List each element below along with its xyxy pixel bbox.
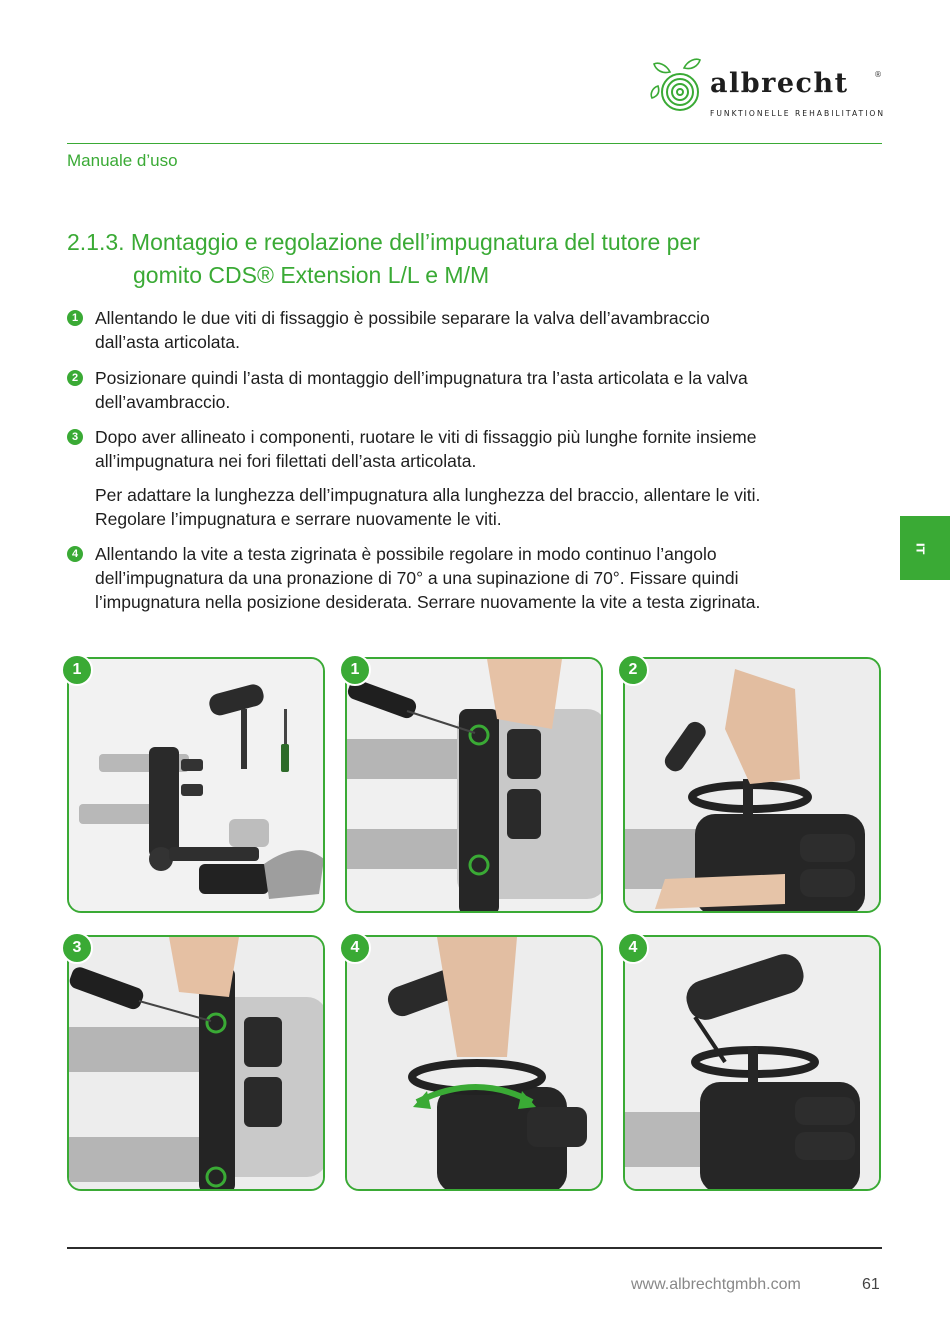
photo-brace-parts <box>67 657 325 913</box>
step-4 <box>67 542 767 614</box>
section-label: Manuale d’uso <box>67 151 178 170</box>
step-1 <box>67 306 767 354</box>
step-text: Allentando la vite a testa zigrinata è possibile regolare in modo continuo l’angolo dell’impugnatura da una pronazione di 70° a una supinazione di 70°. Fissare quindi l’impugnatura nella posizione desiderata. Serrare nuovamente la vite a testa zigrinata. <box>95 544 761 612</box>
photo-handle-fixed <box>623 935 881 1191</box>
photo-badge: 1 <box>61 654 93 686</box>
footer-rule <box>67 1247 882 1249</box>
footer-website: www.albrechtgmbh.com <box>631 1276 801 1293</box>
step-number-badge: 1 <box>67 310 83 326</box>
brand-name: albrecht <box>710 68 849 99</box>
header-rule <box>67 143 882 144</box>
albrecht-logo <box>648 56 888 120</box>
brand-tagline: FUNKTIONELLE REHABILITATION <box>710 109 886 118</box>
step-text: Posizionare quindi l’asta di montaggio dell’impugnatura tra l’asta articolata e la valva dell’avambraccio. <box>95 368 748 412</box>
step-number-badge: 2 <box>67 370 83 386</box>
photo-badge: 4 <box>617 932 649 964</box>
photo-position-rod <box>623 657 881 913</box>
registered-mark: ® <box>874 70 882 79</box>
photo-adjust-angle <box>345 935 603 1191</box>
language-tab-label: IT <box>913 542 927 555</box>
photo-badge: 3 <box>61 932 93 964</box>
language-tab <box>900 516 950 580</box>
step-3 <box>67 425 767 473</box>
step-3-note <box>67 483 767 531</box>
step-text: Dopo aver allineato i componenti, ruotare le viti di fissaggio più lunghe fornite insieme all’impugnatura nei fori filettati dell’asta articolata. <box>95 427 757 471</box>
step-number-badge: 4 <box>67 546 83 562</box>
step-text: Per adattare la lunghezza dell’impugnatura alla lunghezza del braccio, allentare le viti. Regolare l’impugnatura e serrare nuovamente le viti. <box>95 485 761 529</box>
step-number-badge: 3 <box>67 429 83 445</box>
photo-tighten-screws <box>67 935 325 1191</box>
photo-badge: 1 <box>339 654 371 686</box>
page-number: 61 <box>862 1276 880 1293</box>
step-text: Allentando le due viti di fissaggio è possibile separare la valva dell’avambraccio dall’asta articolata. <box>95 308 710 352</box>
photo-loosen-screws <box>345 657 603 913</box>
step-2 <box>67 366 767 414</box>
heading-line-1: 2.1.3. Montaggio e regolazione dell’impugnatura del tutore per <box>67 229 700 255</box>
photo-badge: 2 <box>617 654 649 686</box>
heading-line-2: gomito CDS® Extension L/L e M/M <box>133 262 490 288</box>
logo-rings-icon <box>648 56 708 116</box>
photo-badge: 4 <box>339 932 371 964</box>
section-heading <box>67 226 787 292</box>
